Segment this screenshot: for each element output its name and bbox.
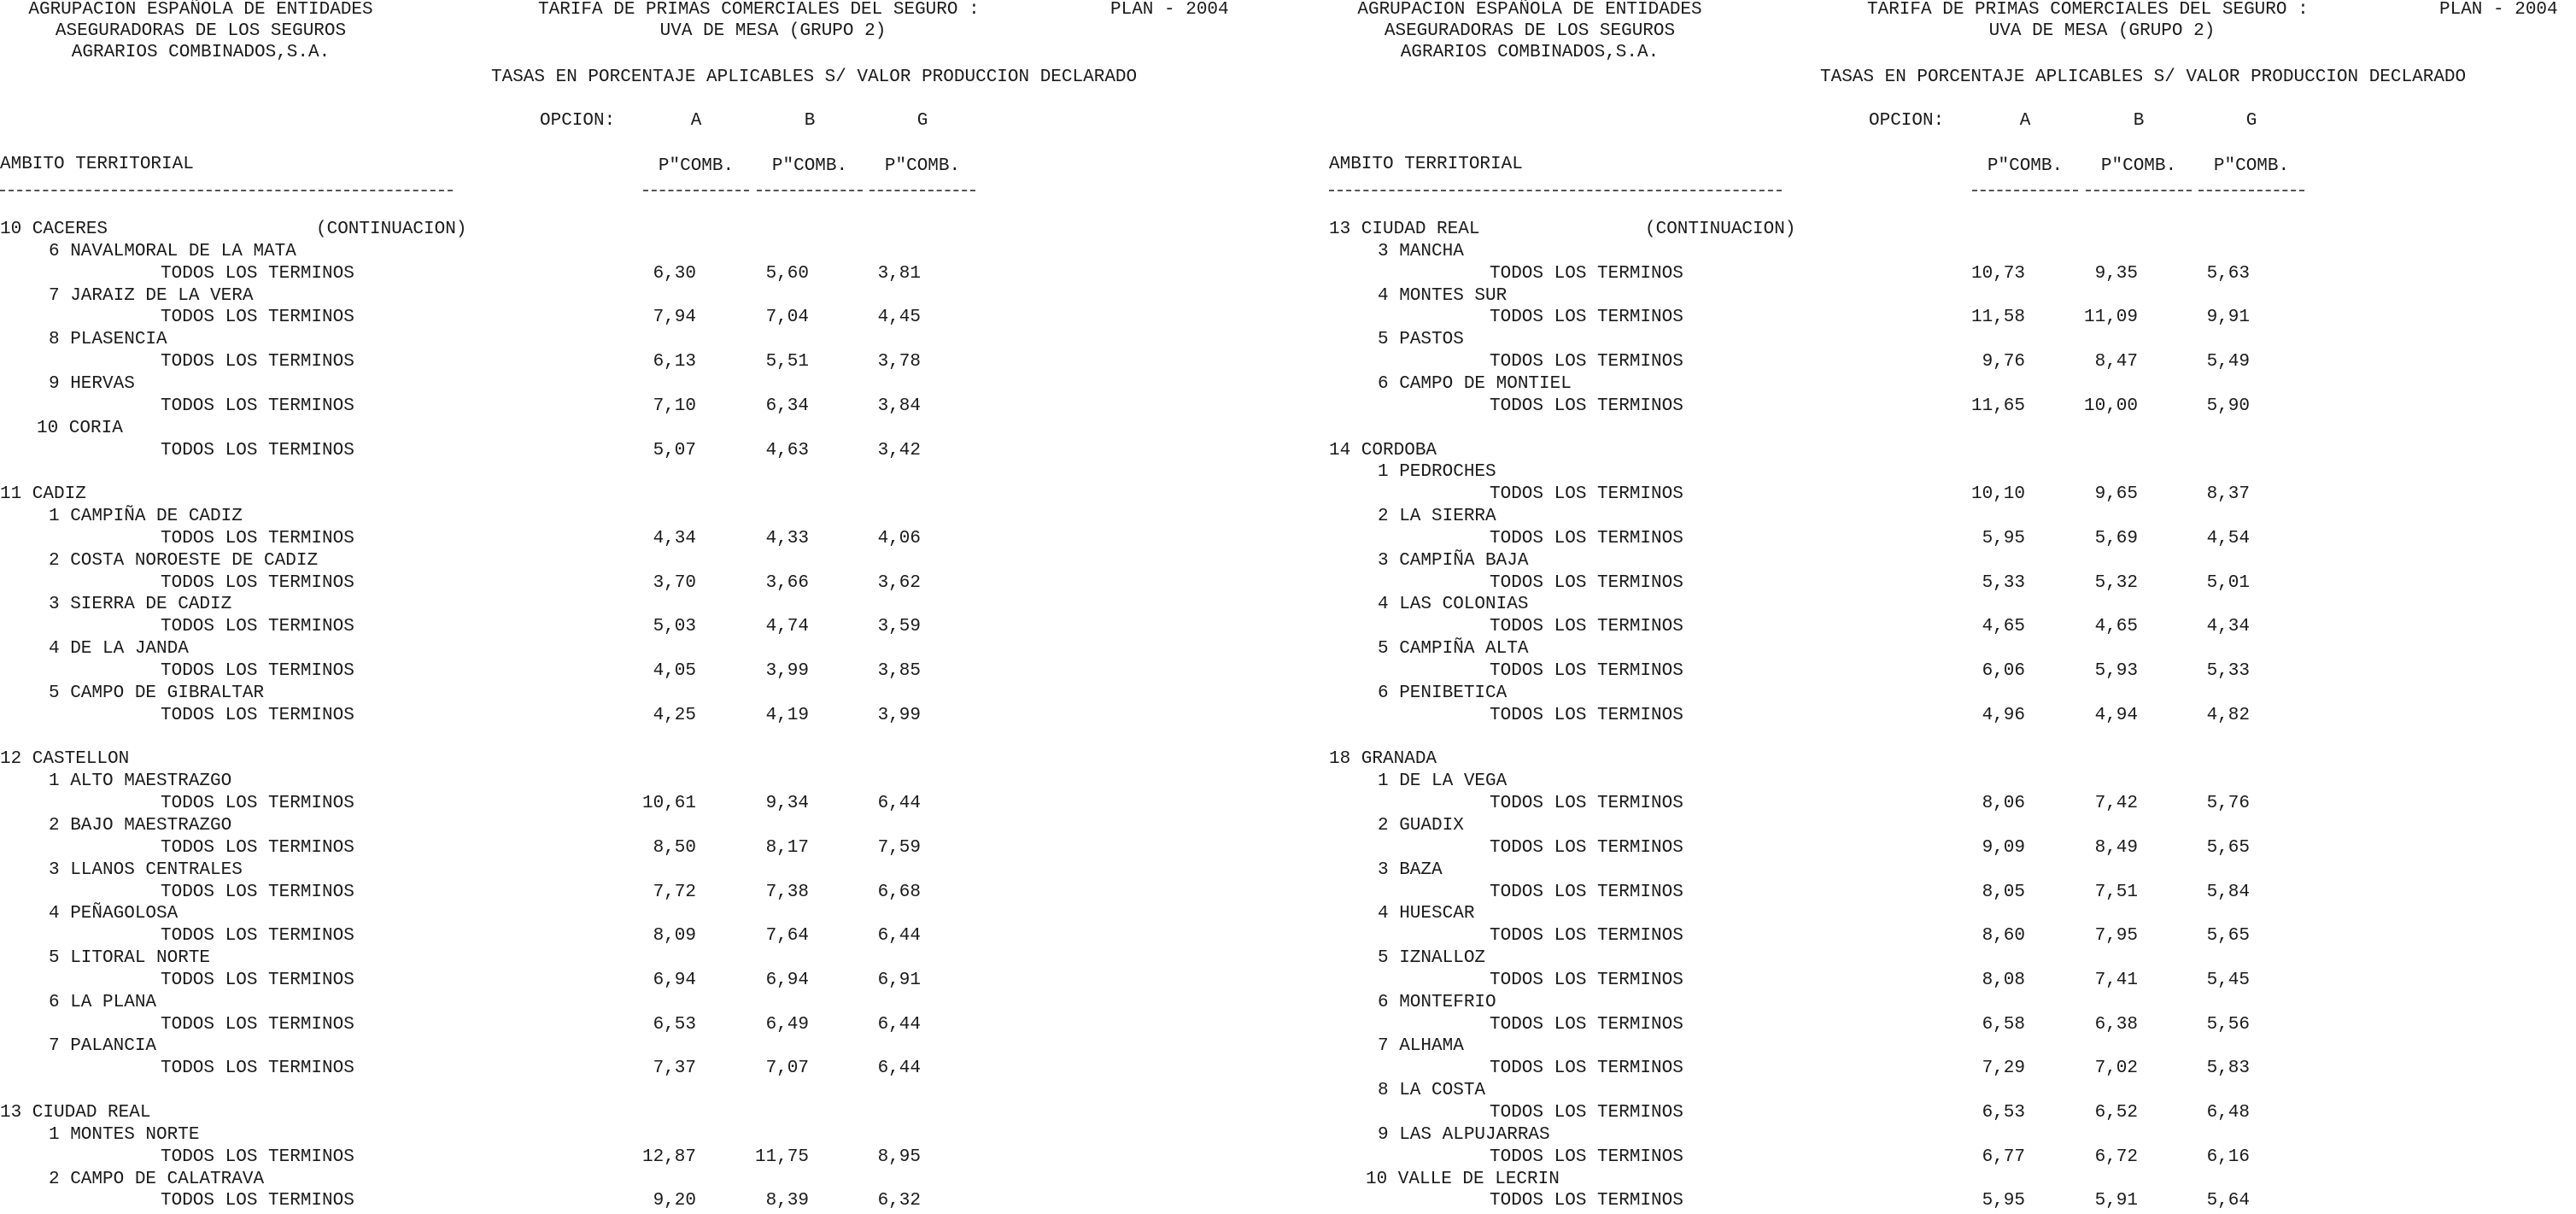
column-underline: [2198, 190, 2304, 191]
rate-value-a: 6,53: [1982, 1103, 2025, 1123]
region-name: 6 PENIBETICA: [1378, 683, 1508, 703]
rate-value-g: 6,44: [877, 794, 921, 814]
continuation-note: (CONTINUACION): [316, 220, 467, 239]
rate-value-b: 7,51: [2094, 882, 2138, 902]
rate-value-g: 6,91: [877, 970, 921, 990]
terms-label: TODOS LOS TERMINOS: [1490, 970, 1683, 990]
region-name: 10 CORIA: [37, 418, 123, 438]
province-heading: 13 CIUDAD REAL: [0, 1103, 151, 1123]
rate-value-g: 9,91: [2206, 308, 2250, 328]
rate-value-g: 5,64: [2206, 1191, 2250, 1211]
rate-value-a: 5,33: [1982, 572, 2025, 593]
region-name: 8 PLASENCIA: [49, 330, 167, 350]
terms-label: TODOS LOS TERMINOS: [161, 572, 354, 593]
region-name: 4 LAS COLONIAS: [1378, 595, 1529, 615]
rate-value-b: 5,93: [2094, 661, 2138, 681]
region-name: 7 JARAIZ DE LA VERA: [49, 285, 254, 306]
rate-value-g: 8,37: [2206, 484, 2250, 505]
region-name: 5 CAMPO DE GIBRALTAR: [49, 683, 265, 703]
terms-label: TODOS LOS TERMINOS: [1490, 396, 1683, 416]
rate-value-g: 5,65: [2206, 926, 2250, 947]
rate-value-b: 5,91: [2094, 1191, 2138, 1211]
rate-value-g: 5,65: [2206, 837, 2250, 858]
column-header: P"COMB.: [1987, 156, 2064, 176]
region-name: 3 LLANOS CENTRALES: [49, 859, 243, 880]
rate-value-b: 6,49: [765, 1014, 809, 1035]
rate-value-a: 6,53: [653, 1014, 696, 1035]
continuation-note: (CONTINUACION): [1645, 220, 1796, 239]
rate-value-g: 3,85: [877, 661, 921, 681]
terms-label: TODOS LOS TERMINOS: [161, 661, 354, 681]
rate-value-b: 10,00: [2083, 396, 2138, 416]
rate-value-a: 5,95: [1982, 1191, 2025, 1211]
column-underline: [643, 190, 749, 191]
region-name: 9 HERVAS: [49, 373, 135, 394]
rate-value-b: 4,65: [2094, 617, 2138, 637]
region-name: 2 COSTA NOROESTE DE CADIZ: [49, 550, 319, 571]
rate-value-g: 5,84: [2206, 882, 2250, 902]
region-name: 5 PASTOS: [1378, 330, 1464, 350]
region-name: 2 GUADIX: [1378, 815, 1464, 836]
region-name: 7 ALHAMA: [1378, 1036, 1464, 1057]
region-name: 3 CAMPIÑA BAJA: [1378, 550, 1529, 571]
rate-value-b: 11,75: [754, 1147, 809, 1167]
column-header: P"COMB.: [2213, 156, 2290, 176]
rate-value-a: 8,08: [1982, 970, 2025, 990]
region-name: 1 CAMPIÑA DE CADIZ: [49, 507, 243, 527]
rate-value-g: 3,81: [877, 263, 921, 284]
scope-label: AMBITO TERRITORIAL: [0, 155, 194, 174]
org-name-line: ASEGURADORAS DE LOS SEGUROS: [55, 21, 347, 41]
terms-label: TODOS LOS TERMINOS: [161, 705, 354, 725]
region-name: 4 HUESCAR: [1378, 904, 1475, 924]
rate-value-g: 4,34: [2206, 617, 2250, 637]
terms-label: TODOS LOS TERMINOS: [1490, 1014, 1683, 1035]
region-name: 5 CAMPIÑA ALTA: [1378, 639, 1529, 660]
rate-value-a: 4,65: [1982, 617, 2025, 637]
region-name: 10 VALLE DE LECRIN: [1366, 1169, 1560, 1189]
org-name-line: AGRUPACION ESPAÑOLA DE ENTIDADES: [1357, 0, 1702, 20]
terms-label: TODOS LOS TERMINOS: [1490, 661, 1683, 681]
tariff-title: TARIFA DE PRIMAS COMERCIALES DEL SEGURO :: [538, 0, 980, 20]
terms-label: TODOS LOS TERMINOS: [161, 1059, 354, 1079]
rate-value-a: 12,87: [641, 1147, 696, 1167]
option-b: B: [804, 111, 816, 131]
region-name: 7 PALANCIA: [49, 1036, 157, 1057]
rate-value-a: 7,37: [653, 1059, 696, 1079]
rate-value-g: 6,32: [877, 1191, 921, 1211]
rate-value-b: 8,17: [765, 837, 809, 858]
rate-value-b: 7,64: [765, 926, 809, 947]
terms-label: TODOS LOS TERMINOS: [161, 882, 354, 902]
terms-label: TODOS LOS TERMINOS: [161, 617, 354, 637]
region-name: 3 SIERRA DE CADIZ: [49, 595, 232, 615]
terms-label: TODOS LOS TERMINOS: [161, 1191, 354, 1211]
terms-label: TODOS LOS TERMINOS: [1490, 528, 1683, 548]
rate-value-g: 4,82: [2206, 705, 2250, 725]
rate-value-g: 6,44: [877, 1014, 921, 1035]
column-header: P"COMB.: [2100, 156, 2177, 176]
rate-value-g: 4,06: [877, 528, 921, 548]
rate-value-a: 8,60: [1982, 926, 2025, 947]
rate-value-a: 5,03: [653, 617, 696, 637]
rate-value-g: 5,45: [2206, 970, 2250, 990]
column-underline: [869, 190, 975, 191]
rate-value-b: 5,51: [765, 352, 809, 372]
terms-label: TODOS LOS TERMINOS: [161, 837, 354, 858]
region-name: 5 LITORAL NORTE: [49, 948, 211, 969]
terms-label: TODOS LOS TERMINOS: [161, 352, 354, 372]
rate-value-b: 4,63: [765, 440, 809, 460]
rate-value-b: 8,39: [765, 1191, 809, 1211]
tariff-title: TARIFA DE PRIMAS COMERCIALES DEL SEGURO :: [1867, 0, 2309, 20]
right-page: [1329, 0, 2576, 1214]
region-name: 2 LA SIERRA: [1378, 507, 1496, 527]
rate-value-a: 5,95: [1982, 528, 2025, 548]
column-header: P"COMB.: [658, 156, 735, 176]
region-name: 6 LA PLANA: [49, 992, 157, 1012]
terms-label: TODOS LOS TERMINOS: [1490, 794, 1683, 814]
org-name-line: AGRARIOS COMBINADOS,S.A.: [1400, 43, 1660, 62]
terms-label: TODOS LOS TERMINOS: [1490, 705, 1683, 725]
region-name: 2 BAJO MAESTRAZGO: [49, 815, 232, 836]
region-name: 1 PEDROCHES: [1378, 462, 1496, 483]
rate-value-a: 10,61: [641, 794, 696, 814]
terms-label: TODOS LOS TERMINOS: [1490, 1103, 1683, 1123]
rate-value-a: 4,34: [653, 528, 696, 548]
rate-value-g: 6,16: [2206, 1147, 2250, 1167]
product-name: UVA DE MESA (GRUPO 2): [659, 21, 887, 41]
org-name-line: AGRARIOS COMBINADOS,S.A.: [71, 43, 331, 62]
rate-value-a: 10,10: [1970, 484, 2025, 505]
option-g: G: [2245, 111, 2257, 131]
rate-value-b: 7,02: [2094, 1059, 2138, 1079]
terms-label: TODOS LOS TERMINOS: [1490, 308, 1683, 328]
rate-value-g: 5,56: [2206, 1014, 2250, 1035]
rate-value-a: 7,72: [653, 882, 696, 902]
rate-value-a: 11,58: [1970, 308, 2025, 328]
rates-note: TASAS EN PORCENTAJE APLICABLES S/ VALOR PRODUCCION DECLARADO: [1820, 67, 2467, 87]
rate-value-g: 3,59: [877, 617, 921, 637]
rate-value-g: 3,99: [877, 705, 921, 725]
scope-label: AMBITO TERRITORIAL: [1329, 155, 1523, 174]
rate-value-a: 6,77: [1982, 1147, 2025, 1167]
rate-value-b: 4,33: [765, 528, 809, 548]
option-a: A: [690, 111, 702, 131]
rate-value-a: 6,58: [1982, 1014, 2025, 1035]
region-name: 2 CAMPO DE CALATRAVA: [49, 1169, 265, 1189]
rate-value-a: 7,29: [1982, 1059, 2025, 1079]
rate-value-g: 3,84: [877, 396, 921, 416]
region-name: 4 DE LA JANDA: [49, 639, 189, 660]
terms-label: TODOS LOS TERMINOS: [161, 970, 354, 990]
rate-value-a: 5,07: [653, 440, 696, 460]
rate-value-b: 6,94: [765, 970, 809, 990]
org-name-line: AGRUPACION ESPAÑOLA DE ENTIDADES: [28, 0, 373, 20]
region-name: 9 LAS ALPUJARRAS: [1378, 1124, 1550, 1145]
column-underline: [2086, 190, 2192, 191]
rates-note: TASAS EN PORCENTAJE APLICABLES S/ VALOR PRODUCCION DECLARADO: [491, 67, 1138, 87]
rate-value-g: 3,78: [877, 352, 921, 372]
rate-value-g: 6,44: [877, 1059, 921, 1079]
terms-label: TODOS LOS TERMINOS: [1490, 352, 1683, 372]
rate-value-a: 6,06: [1982, 661, 2025, 681]
rate-value-a: 8,09: [653, 926, 696, 947]
column-header: P"COMB.: [884, 156, 961, 176]
rate-value-b: 9,65: [2094, 484, 2138, 505]
rate-value-a: 9,09: [1982, 837, 2025, 858]
rate-value-b: 3,66: [765, 572, 809, 593]
province-heading: 14 CORDOBA: [1329, 440, 1437, 460]
region-name: 3 MANCHA: [1378, 241, 1464, 261]
province-heading: 18 GRANADA: [1329, 749, 1437, 770]
product-name: UVA DE MESA (GRUPO 2): [1988, 21, 2216, 41]
column-underline: [757, 190, 863, 191]
rate-value-a: 7,10: [653, 396, 696, 416]
rate-value-g: 3,62: [877, 572, 921, 593]
rate-value-a: 11,65: [1970, 396, 2025, 416]
rate-value-g: 7,59: [877, 837, 921, 858]
terms-label: TODOS LOS TERMINOS: [1490, 1147, 1683, 1167]
terms-label: TODOS LOS TERMINOS: [1490, 572, 1683, 593]
option-label: OPCION:: [1869, 111, 1945, 131]
rate-value-b: 5,60: [765, 263, 809, 284]
rate-value-a: 4,05: [653, 661, 696, 681]
terms-label: TODOS LOS TERMINOS: [161, 396, 354, 416]
rate-value-b: 4,74: [765, 617, 809, 637]
terms-label: TODOS LOS TERMINOS: [1490, 837, 1683, 858]
rate-value-a: 8,05: [1982, 882, 2025, 902]
rate-value-g: 5,49: [2206, 352, 2250, 372]
rate-value-a: 10,73: [1970, 263, 2025, 284]
rate-value-b: 7,41: [2094, 970, 2138, 990]
region-name: 5 IZNALLOZ: [1378, 948, 1486, 969]
rate-value-a: 9,76: [1982, 352, 2025, 372]
column-underline: [1972, 190, 2078, 191]
region-name: 3 BAZA: [1378, 859, 1443, 880]
region-name: 1 DE LA VEGA: [1378, 771, 1508, 792]
rate-value-g: 4,54: [2206, 528, 2250, 548]
scope-underline: [1329, 190, 1782, 191]
rate-value-b: 9,34: [765, 794, 809, 814]
region-name: 6 CAMPO DE MONTIEL: [1378, 373, 1572, 394]
rate-value-g: 5,83: [2206, 1059, 2250, 1079]
terms-label: TODOS LOS TERMINOS: [161, 308, 354, 328]
region-name: 6 NAVALMORAL DE LA MATA: [49, 241, 296, 261]
plan-label: PLAN - 2004: [2439, 0, 2558, 20]
terms-label: TODOS LOS TERMINOS: [1490, 882, 1683, 902]
region-name: 6 MONTEFRIO: [1378, 992, 1496, 1012]
rate-value-a: 7,94: [653, 308, 696, 328]
rate-value-b: 8,49: [2094, 837, 2138, 858]
terms-label: TODOS LOS TERMINOS: [161, 528, 354, 548]
terms-label: TODOS LOS TERMINOS: [1490, 484, 1683, 505]
terms-label: TODOS LOS TERMINOS: [161, 440, 354, 460]
rate-value-g: 6,44: [877, 926, 921, 947]
terms-label: TODOS LOS TERMINOS: [1490, 617, 1683, 637]
scope-underline: [0, 190, 453, 191]
option-a: A: [2019, 111, 2031, 131]
region-name: 1 MONTES NORTE: [49, 1124, 200, 1145]
rate-value-b: 11,09: [2083, 308, 2138, 328]
rate-value-b: 3,99: [765, 661, 809, 681]
rate-value-g: 4,45: [877, 308, 921, 328]
region-name: 1 ALTO MAESTRAZGO: [49, 771, 232, 792]
province-heading: 11 CADIZ: [0, 484, 86, 505]
rate-value-g: 8,95: [877, 1147, 921, 1167]
terms-label: TODOS LOS TERMINOS: [1490, 1059, 1683, 1079]
rate-value-b: 6,52: [2094, 1103, 2138, 1123]
region-name: 4 MONTES SUR: [1378, 285, 1508, 306]
region-name: 4 PEÑAGOLOSA: [49, 904, 179, 924]
rate-value-a: 8,50: [653, 837, 696, 858]
terms-label: TODOS LOS TERMINOS: [161, 926, 354, 947]
rate-value-a: 9,20: [653, 1191, 696, 1211]
rate-value-b: 6,72: [2094, 1147, 2138, 1167]
rate-value-g: 5,90: [2206, 396, 2250, 416]
rate-value-g: 5,01: [2206, 572, 2250, 593]
rate-value-a: 8,06: [1982, 794, 2025, 814]
rate-value-b: 8,47: [2094, 352, 2138, 372]
rate-value-g: 5,33: [2206, 661, 2250, 681]
province-heading: 12 CASTELLON: [0, 749, 130, 770]
rate-value-g: 3,42: [877, 440, 921, 460]
rate-value-b: 7,42: [2094, 794, 2138, 814]
region-name: 8 LA COSTA: [1378, 1081, 1486, 1101]
rate-value-g: 5,63: [2206, 263, 2250, 284]
rate-value-b: 7,04: [765, 308, 809, 328]
rate-value-b: 9,35: [2094, 263, 2138, 284]
province-heading: 10 CACERES: [0, 220, 108, 239]
terms-label: TODOS LOS TERMINOS: [1490, 263, 1683, 284]
rate-value-b: 4,94: [2094, 705, 2138, 725]
column-header: P"COMB.: [771, 156, 848, 176]
rate-value-a: 6,13: [653, 352, 696, 372]
terms-label: TODOS LOS TERMINOS: [1490, 1191, 1683, 1211]
rate-value-b: 7,07: [765, 1059, 809, 1079]
org-name-line: ASEGURADORAS DE LOS SEGUROS: [1384, 21, 1676, 41]
option-b: B: [2133, 111, 2145, 131]
rate-value-b: 5,32: [2094, 572, 2138, 593]
terms-label: TODOS LOS TERMINOS: [161, 1147, 354, 1167]
rate-value-b: 5,69: [2094, 528, 2138, 548]
rate-value-a: 6,94: [653, 970, 696, 990]
rate-value-a: 4,25: [653, 705, 696, 725]
rate-value-a: 4,96: [1982, 705, 2025, 725]
rate-value-b: 6,34: [765, 396, 809, 416]
rate-value-a: 6,30: [653, 263, 696, 284]
plan-label: PLAN - 2004: [1110, 0, 1229, 20]
terms-label: TODOS LOS TERMINOS: [161, 1014, 354, 1035]
rate-value-a: 3,70: [653, 572, 696, 593]
rate-value-g: 5,76: [2206, 794, 2250, 814]
terms-label: TODOS LOS TERMINOS: [161, 263, 354, 284]
terms-label: TODOS LOS TERMINOS: [1490, 926, 1683, 947]
option-label: OPCION:: [540, 111, 616, 131]
province-heading: 13 CIUDAD REAL: [1329, 220, 1480, 239]
rate-value-g: 6,68: [877, 882, 921, 902]
rate-value-b: 7,95: [2094, 926, 2138, 947]
rate-value-b: 7,38: [765, 882, 809, 902]
rate-value-b: 4,19: [765, 705, 809, 725]
terms-label: TODOS LOS TERMINOS: [161, 794, 354, 814]
rate-value-b: 6,38: [2094, 1014, 2138, 1035]
option-g: G: [916, 111, 928, 131]
rate-value-g: 6,48: [2206, 1103, 2250, 1123]
